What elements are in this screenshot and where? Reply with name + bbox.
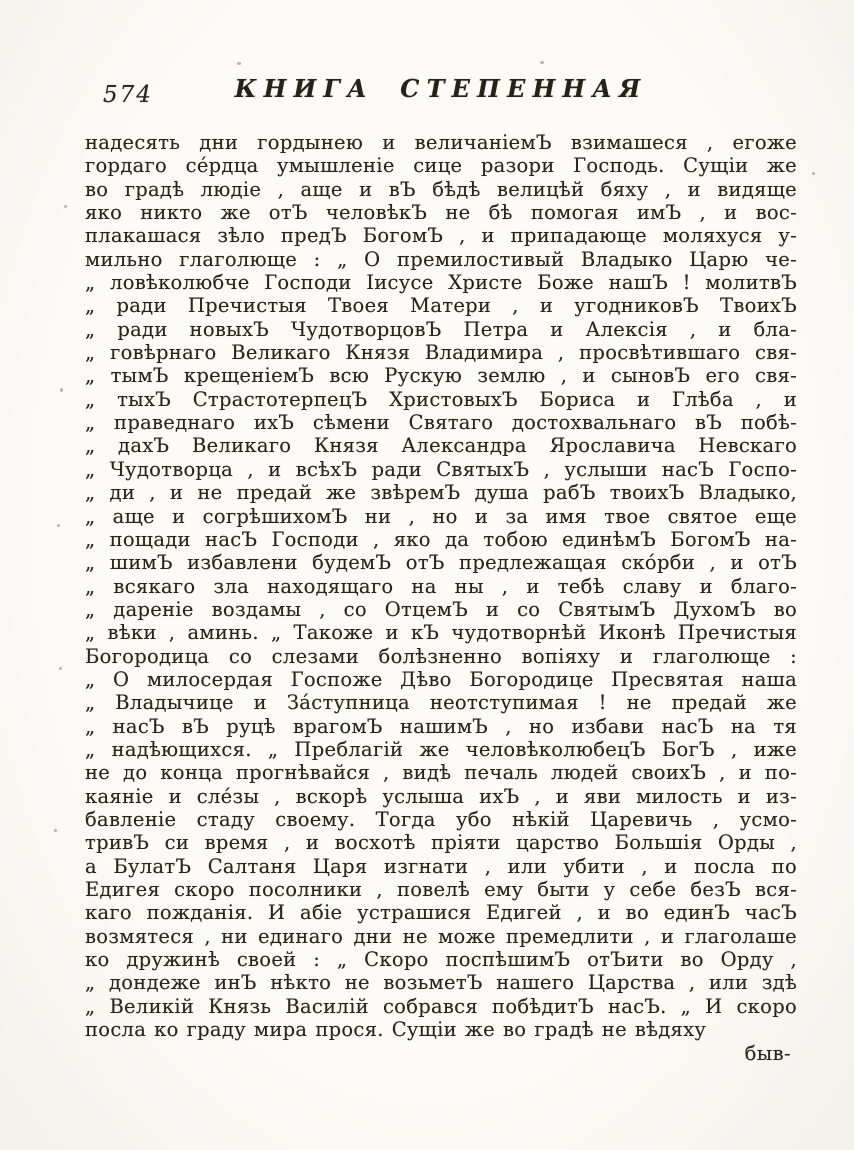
text-line: каго пожданія. И абіе устрашися Едигей , и во единЪ часЪ [85, 901, 797, 925]
text-line: Едигея скоро посолники , повелѣ ему быти у себе безЪ вся- [85, 878, 797, 901]
text-line: надесять дни гордынею и величаніемЪ взимашеся , егоже [85, 131, 797, 154]
text-line: ко дружинѣ своей : „ Скоро поспѣшимЪ отЪити во Орду , [85, 948, 797, 972]
text-line: во градѣ людіе , аще и вЪ бѣдѣ велицѣй бяху , и видяще [85, 177, 797, 201]
text-line: плакашася зѣло предЪ БогомЪ , и припадающе моляхуся у- [85, 224, 797, 248]
text-line: „ дондеже инЪ нѣкто не возьметЪ нашего Царства , или здѣ [85, 971, 797, 995]
text-line: Богородица со слезами болѣзненно вопіяху и глаголюще : [85, 644, 797, 668]
text-line: „ дареніе воздамы , со ОтцемЪ и со СвятымЪ ДухомЪ во [85, 597, 797, 621]
text-line: „ Великій Князь Василій собрався побѣдитЪ насЪ. „ И скоро [85, 994, 797, 1018]
text-line: „ дахЪ Великаго Князя Александра Ярославича Невскаго [85, 434, 797, 458]
scan-speck [60, 388, 63, 392]
text-line: „ ловѣколюбче Господи Іисусе Христе Боже нашЪ ! молитвЪ [85, 271, 797, 295]
text-line: „ надѣющихся. „ Преблагій же человѣколюбецЪ БогЪ , иже [85, 737, 797, 761]
scan-speck [57, 524, 60, 527]
scan-speck [540, 61, 544, 64]
running-title: КНИГА СТЕПЕННАЯ [234, 74, 648, 103]
text-line: „ ди , и не предай же звѣремЪ душа рабЪ твоихЪ Владыко, [85, 481, 797, 505]
text-line: „ говѣрнаго Великаго Князя Владимира , просвѣтившаго свя- [85, 341, 797, 365]
scan-speck [812, 172, 815, 175]
text-line: „ тымЪ крещеніемЪ всю Рускую землю , и сыновЪ его свя- [85, 364, 797, 388]
text-line: посла ко граду мира прося. Сущіи же во градѣ не вѣдяху [85, 1018, 707, 1042]
text-line: возмятеся , ни единаго дни не може премедлити , и глаголаше [85, 924, 797, 948]
text-line: „ ради новыхЪ ЧудотворцовЪ Петра и Алексія , и бла- [85, 317, 797, 341]
text-line: „ Чудотворца , и всѣхЪ ради СвятыхЪ , услыши насЪ Госпо- [85, 457, 797, 481]
body-text-block [85, 131, 797, 1041]
page-number: 574 [103, 82, 153, 108]
text-line: „ тыхЪ СтрастотерпецЪ ХристовыхЪ Бориса и Глѣба , и [85, 387, 797, 411]
text-line: не до конца прогнѣвайся , видѣ печаль людей своихЪ , и по- [85, 761, 797, 785]
text-line: тривЪ си время , и восхотѣ пріяти царство Большія Орды , [85, 831, 797, 855]
text-line: „ всякаго зла находящаго на ны , и тебѣ славу и благо- [85, 574, 797, 598]
scan-speck [54, 829, 57, 832]
catchword: быв- [744, 1042, 791, 1065]
page-header [85, 74, 797, 108]
scan-speck [237, 62, 241, 65]
text-line: каяніе и сле́зы , вскорѣ услыша ихЪ , и яви милость и из- [85, 784, 797, 808]
text-line: „ ради Пречистыя Твоея Матери , и угодниковЪ ТвоихЪ [85, 294, 797, 318]
text-line: „ О милосердая Госпоже Дѣво Богородице Пресвятая наша [85, 667, 797, 691]
text-line: бавленіе стаду своему. Тогда убо нѣкій Царевичь , усмо- [85, 807, 797, 831]
text-line: яко никто же отЪ человѣкЪ не бѣ помогая имЪ , и вос- [85, 201, 797, 225]
text-line: мильно глаголюще : „ О премилостивый Владыко Царю че- [85, 247, 797, 271]
text-line: „ насЪ вЪ руцѣ врагомЪ нашимЪ , но избави насЪ на тя [85, 714, 797, 738]
text-line: гордаго се́рдца умышленіе сице разори Господь. Сущіи же [85, 154, 797, 178]
text-line: „ пощади насЪ Господи , яко да тобою единѣмЪ БогомЪ на- [85, 527, 797, 551]
text-line: „ вѣки , аминь. „ Такоже и кЪ чудотворнѣй Иконѣ Пречистыя [85, 621, 797, 645]
text-line: „ праведнаго ихЪ сѣмени Святаго достохвальнаго вЪ побѣ- [85, 411, 797, 435]
text-line: „ шимЪ избавлени будемЪ отЪ предлежащая ско́рби , и отЪ [85, 551, 797, 575]
scan-speck [59, 667, 62, 670]
scan-speck [64, 205, 67, 208]
text-line: а БулатЪ Салтаня Царя изгнати , или убити , и посла по [85, 854, 797, 878]
text-line: „ Владычице и За́ступница неотступимая ! не предай же [85, 691, 797, 715]
text-line: „ аще и согрѣшихомЪ ни , но и за имя твое святое еще [85, 504, 797, 528]
